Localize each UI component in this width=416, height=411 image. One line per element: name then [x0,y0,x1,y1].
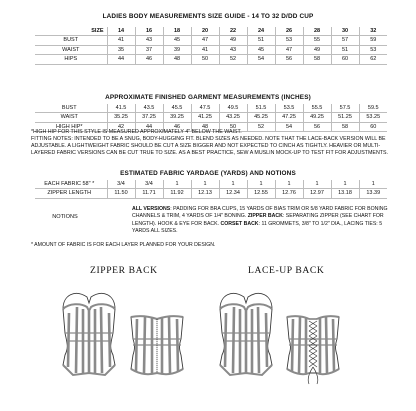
size-cell: 14 [107,27,135,36]
table-cell: 52 [247,122,275,131]
table-cell: 12.13 [191,189,219,198]
table-cell: 37.25 [135,113,163,122]
table-cell: 47 [191,36,219,45]
zipper-back-front-view-illustration [55,283,123,387]
row-label: WAIST [35,45,107,54]
notions-all-text: : PADDING FOR BRA CUPS, 15 YARDS OF BIAS TRIM OR 5/8 YARD FABRIC FOR BONING CHANNELS & TRIM, 4 YARDS OF 1/4" BONING. [132,206,388,220]
yardage-table [35,180,387,199]
table-cell: 1 [331,180,359,189]
table-cell: 12.97 [303,189,331,198]
table-cell: 43 [219,45,247,54]
table-cell: 58 [303,55,331,64]
table-cell: 1 [247,180,275,189]
table-cell: 41 [107,36,135,45]
lace-up-back-front-view-illustration [212,283,280,387]
table-cell: 59.5 [359,104,387,113]
row-label: BUST [35,36,107,45]
table-cell: 45 [247,45,275,54]
row-label: ZIPPER LENGTH [35,189,107,198]
table-cell: 41.25 [191,113,219,122]
table-cell: 47.25 [275,113,303,122]
table-cell: 48 [163,55,191,64]
size-cell: 32 [359,27,387,36]
garment-measurements-table [35,104,387,132]
size-cell: 16 [135,27,163,36]
table-cell: 49.5 [219,104,247,113]
table-cell: 55.5 [303,104,331,113]
table-cell: 44 [135,122,163,131]
table-cell: 49.25 [303,113,331,122]
table-cell: 46 [163,122,191,131]
table-row [35,113,387,122]
table-cell: 41.5 [107,104,135,113]
size-cell: 26 [275,27,303,36]
table-cell: 53.25 [359,113,387,122]
table-cell: 51.25 [331,113,359,122]
table-cell: 1 [275,180,303,189]
table-cell: 54 [247,55,275,64]
table-cell: 51 [331,45,359,54]
size-cell: 22 [219,27,247,36]
body-measurements-table [35,27,387,65]
zipper-back-rear-view-illustration [125,283,189,387]
table-cell: 42 [107,122,135,131]
table-cell: 53.5 [275,104,303,113]
table-cell: 51.5 [247,104,275,113]
table-cell: 13.18 [331,189,359,198]
table-cell: 1 [163,180,191,189]
zipper-back-label: ZIPPER BACK [90,265,158,276]
table-row [35,189,387,198]
size-cell: 18 [163,27,191,36]
table-cell: 1 [219,180,247,189]
table-cell: 3/4 [135,180,163,189]
table-cell: 45.5 [163,104,191,113]
table-cell: 46 [135,55,163,64]
size-cell: 20 [191,27,219,36]
garment-measurements-title: APPROXIMATE FINISHED GARMENT MEASUREMENTS (INCHES) [105,94,311,101]
size-cell: 30 [331,27,359,36]
table-cell: 1 [359,180,387,189]
table-row [35,36,387,45]
table-cell: 54 [275,122,303,131]
table-cell: 39 [163,45,191,54]
table-cell: 12.55 [247,189,275,198]
table-cell: 3/4 [107,180,135,189]
table-cell: 47.5 [191,104,219,113]
table-cell: 55 [303,36,331,45]
notions-corset-label: CORSET BACK [220,220,259,227]
table-cell: 13.39 [359,189,387,198]
table-cell: 45 [163,36,191,45]
table-cell: 62 [359,55,387,64]
table-cell: 50 [191,55,219,64]
table-cell: 11.71 [135,189,163,198]
table-cell: 51 [247,36,275,45]
table-cell: 1 [303,180,331,189]
table-cell: 50 [219,122,247,131]
table-cell: 43 [135,36,163,45]
table-cell: 12.76 [275,189,303,198]
table-cell: 49 [303,45,331,54]
table-row [35,55,387,64]
table-row [35,104,387,113]
table-cell: 35 [107,45,135,54]
size-header-label: SIZE [35,27,107,36]
notions-all-label: ALL VERSIONS [132,206,171,212]
notions-zipper-label: ZIPPER BACK [247,213,283,220]
table-cell: 53 [359,45,387,54]
lace-up-back-rear-view-illustration [281,283,345,387]
table-cell: 60 [331,55,359,64]
table-cell: 43.5 [135,104,163,113]
size-cell: 28 [303,27,331,36]
lace-up-back-label: LACE-UP BACK [248,265,325,276]
table-cell: 1 [191,180,219,189]
table-cell: 49 [219,36,247,45]
row-label: WAIST [35,113,107,122]
row-label: HIGH HIP* [35,122,107,131]
notions-label: NOTIONS [52,214,78,220]
table-cell: 37 [135,45,163,54]
row-label: BUST [35,104,107,113]
table-cell: 53 [275,36,303,45]
fitting-notes: FITTING NOTES: INTENDED TO BE A SNUG, BODY-HUGGING FIT. BLEND SIZES AS NEEDED. NOTE THAT THE LACE-BACK VERSION WILL BE ADJUSTABLE. A LIGHTWEIGHT FABRIC SHOULD BE CUT A SIZE BIGGER AND NOT EXPECTED TO CINCH AS TIGHTLY. HEAVIER OR MULTI-LAYERED FABRIC VERSIONS CAN BE CUT TRUE TO SIZE. AS A BEST PRACTICE, SEW A MUSLIN MOCK-UP TO TEST FIT FOR ADJUSTMENTS. [31,136,389,157]
yardage-title: ESTIMATED FABRIC YARDAGE (YARDS) AND NOTIONS [120,170,296,177]
table-cell: 11.50 [107,189,135,198]
row-label: HIPS [35,55,107,64]
notions-corset-text: : 11 GROMMETS, 3/8" TO 1/2" DIA., LACING TIES: 5 YARDS ALL SIZES. [132,220,383,234]
notions-text [132,206,390,235]
table-cell: 41 [191,45,219,54]
table-cell: 47 [275,45,303,54]
table-cell: 56 [275,55,303,64]
table-cell: 44 [107,55,135,64]
table-row [35,45,387,54]
size-guide-title: LADIES BODY MEASUREMENTS SIZE GUIDE - 14 TO 32 D/DD CUP [102,13,314,20]
size-header-row [35,27,387,36]
row-label: EACH FABRIC 58" * [35,180,107,189]
table-cell: 11.92 [163,189,191,198]
fabric-amount-note: * AMOUNT OF FABRIC IS FOR EACH LAYER PLANNED FOR YOUR DESIGN. [31,242,216,248]
table-cell: 43.25 [219,113,247,122]
table-cell: 58 [331,122,359,131]
notions-zipper-text: : SEPARATING ZIPPER (SEE CHART FOR LENGTH). HOOK & EYE FOR BACK. [132,213,384,227]
high-hip-note: *HIGH HIP FOR THIS STYLE IS MEASURED APPROXIMATELY 4" BELOW THE WAIST. [31,129,242,135]
table-cell: 56 [303,122,331,131]
table-cell: 52 [219,55,247,64]
table-cell: 35.25 [107,113,135,122]
table-cell: 45.25 [247,113,275,122]
table-cell: 12.34 [219,189,247,198]
table-cell: 48 [191,122,219,131]
table-cell: 39.25 [163,113,191,122]
table-cell: 60 [359,122,387,131]
table-cell: 59 [359,36,387,45]
table-cell: 57.5 [331,104,359,113]
table-row [35,180,387,189]
table-cell: 57 [331,36,359,45]
size-cell: 24 [247,27,275,36]
